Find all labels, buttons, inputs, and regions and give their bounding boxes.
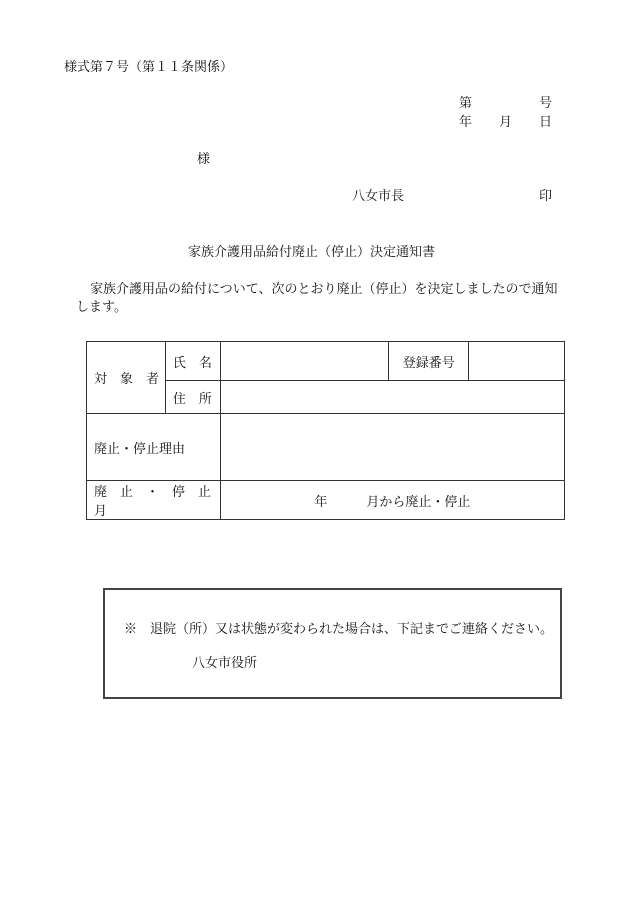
date-month: 月: [499, 115, 513, 130]
addressee-suffix: 様: [197, 152, 211, 167]
reason-field[interactable]: [220, 414, 564, 481]
address-label: 住 所: [165, 381, 220, 414]
document-title: 家族介護用品給付廃止（停止）決定通知書: [188, 245, 436, 260]
notice-contact: 八女市役所: [192, 656, 258, 671]
decision-table: [86, 341, 565, 520]
form-number: 様式第７号（第１１条関係）: [64, 60, 234, 75]
body-line-1: 家族介護用品の給付について、次のとおり廃止（停止）を決定しましたので通知: [90, 282, 558, 297]
name-field[interactable]: [220, 342, 389, 381]
registration-number-field[interactable]: [469, 342, 565, 381]
reason-label: 廃止・停止理由: [87, 414, 221, 481]
name-label: 氏 名: [165, 342, 220, 381]
suspension-month-label: 廃 止 ・ 停 止 月: [87, 481, 221, 520]
suspension-month-value[interactable]: 年 月から廃止・停止: [220, 481, 564, 520]
address-field[interactable]: [220, 381, 564, 414]
notice-text: ※ 退院（所）又は状態が変わられた場合は、下記までご連絡ください。: [124, 622, 554, 637]
date-year: 年: [459, 115, 473, 130]
doc-number-dai: 第: [459, 96, 473, 111]
registration-number-label: 登録番号: [389, 342, 469, 381]
doc-number-go: 号: [539, 96, 553, 111]
body-line-2: します。: [76, 300, 127, 315]
notice-box: [103, 588, 562, 699]
subject-label: 対 象 者: [87, 342, 166, 414]
date-day: 日: [539, 115, 553, 130]
seal-mark: 印: [539, 189, 553, 204]
issuer-name: 八女市長: [352, 189, 405, 204]
